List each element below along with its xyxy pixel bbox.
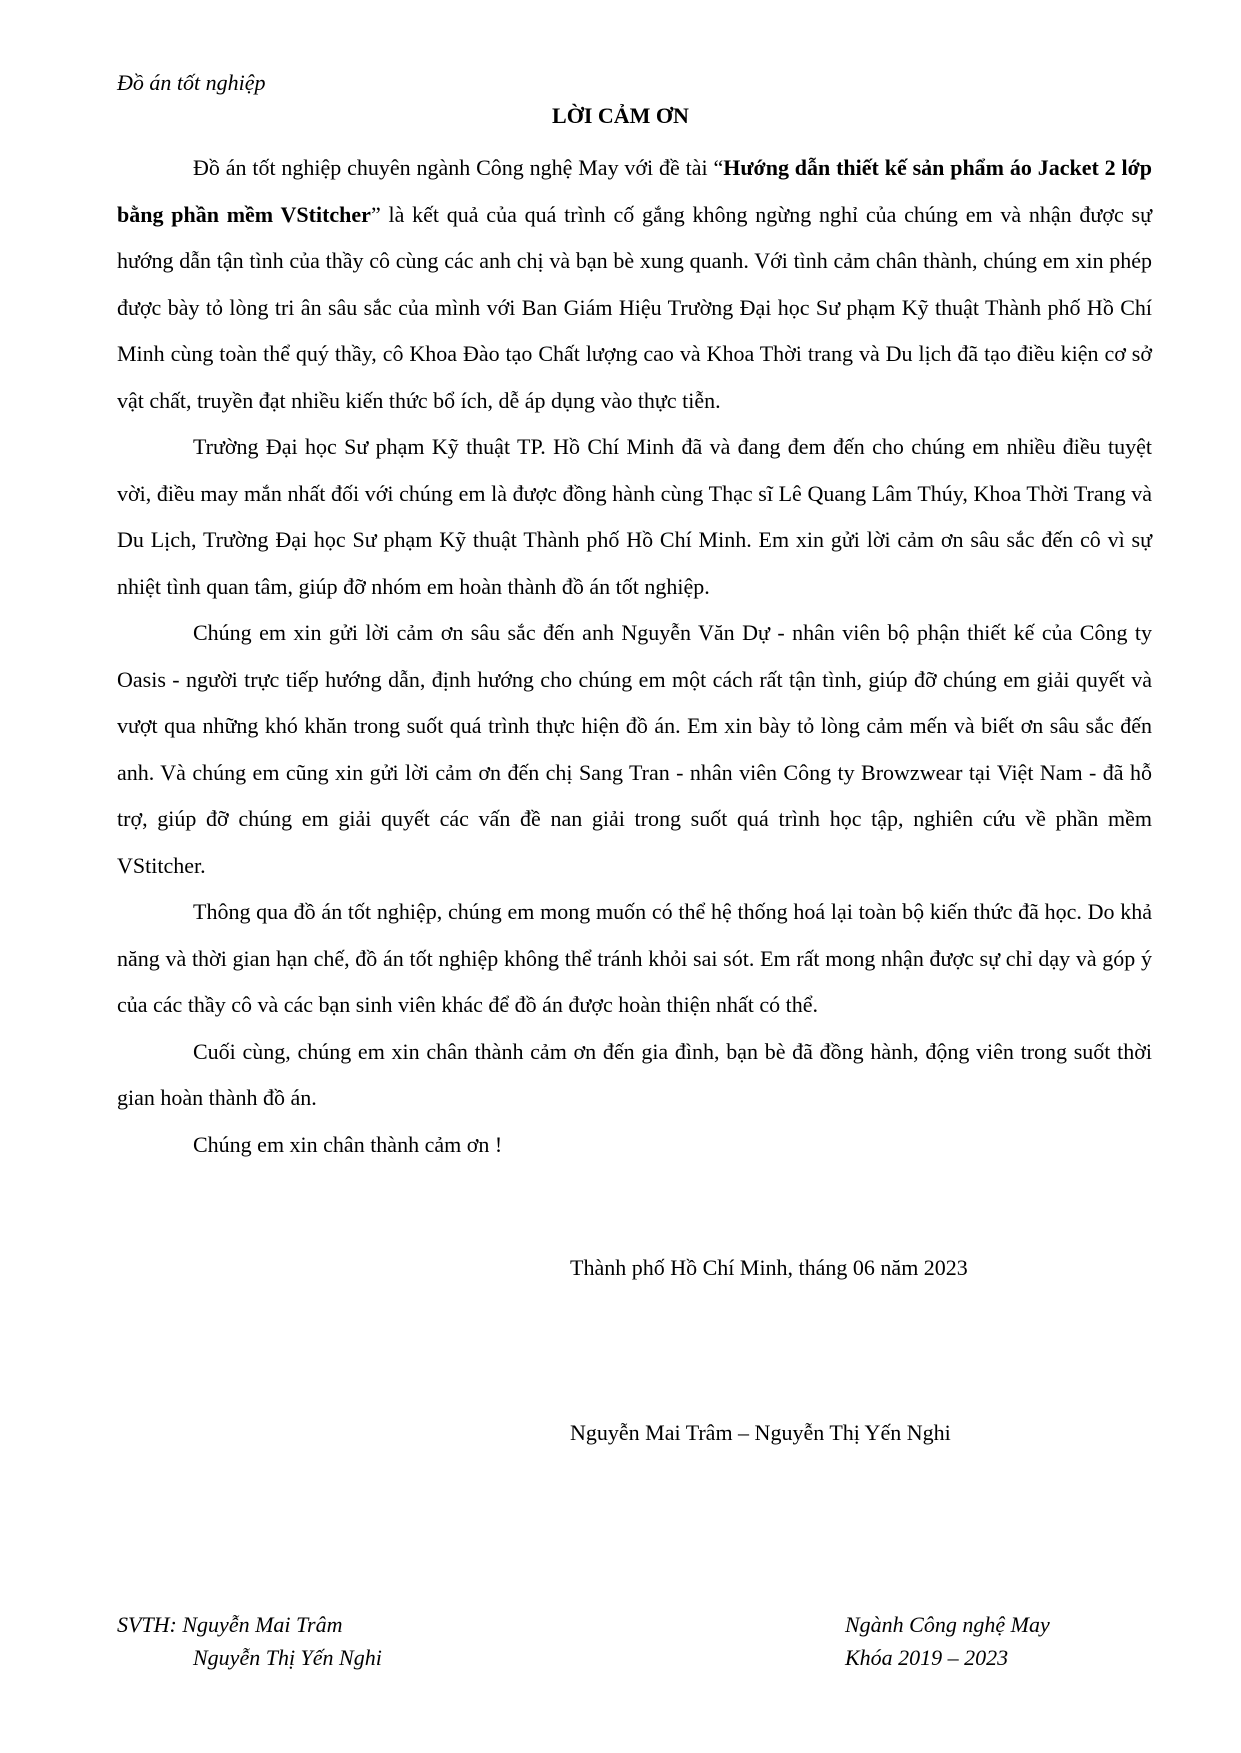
footer-program <box>845 1608 1050 1674</box>
paragraph: Trường Đại học Sư phạm Kỹ thuật TP. Hồ Chí Minh đã và đang đem đến cho chúng em nhiều điều tuyệt vời, điều may mắn nhất đối với chúng em là được đồng hành cùng Thạc sĩ Lê Quang Lâm Thúy, Khoa Thời Trang và Du Lịch, Trường Đại học Sư phạm Kỹ thuật Thành phố Hồ Chí Minh. Em xin gửi lời cảm ơn sâu sắc đến cô vì sự nhiệt tình quan tâm, giúp đỡ nhóm em hoàn thành đồ án tốt nghiệp. <box>117 434 1152 599</box>
page-title: LỜI CẢM ƠN <box>552 103 689 128</box>
footer-students <box>117 1608 382 1674</box>
intro-after: ” là kết quả của quá trình cố gắng không ngừng nghỉ của chúng em và nhận được sự hướng dẫn tận tình của thầy cô cùng các anh chị và bạn bè xung quanh. Với tình cảm chân thành, chúng em xin phép được bày tỏ lòng tri ân sâu sắc của mình với Ban Giám Hiệu Trường Đại học Sư phạm Kỹ thuật Thành phố Hồ Chí Minh cùng toàn thể quý thầy, cô Khoa Đào tạo Chất lượng cao và Khoa Thời trang và Du lịch đã tạo điều kiện cơ sở vật chất, truyền đạt nhiều kiến thức bổ ích, dễ áp dụng vào thực tiễn. <box>117 201 1153 413</box>
paragraph: Chúng em xin gửi lời cảm ơn sâu sắc đến anh Nguyễn Văn Dự - nhân viên bộ phận thiết kế của Công ty Oasis - người trực tiếp hướng dẫn, định hướng cho chúng em một cách rất tận tình, giúp đỡ chúng em giải quyết và vượt qua những khó khăn trong suốt quá trình thực hiện đồ án. Em xin bày tỏ lòng cảm mến và biết ơn sâu sắc đến anh. Và chúng em cũng xin gửi lời cảm ơn đến chị Sang Tran - nhân viên Công ty Browzwear tại Việt Nam - đã hỗ trợ, giúp đỡ chúng em giải quyết các vấn đề nan giải trong suốt quá trình học tập, nghiên cứu về phần mềm VStitcher. <box>117 620 1152 878</box>
project-topic: Hướng dẫn thiết kế sản phẩm áo Jacket 2 lớp bằng phần mềm VStitcher <box>117 155 1152 227</box>
author-signature: Nguyễn Mai Trâm – Nguyễn Thị Yến Nghi <box>570 1420 951 1445</box>
footer-student-2: Nguyễn Thị Yến Nghi <box>193 1645 382 1670</box>
footer-student-1: SVTH: Nguyễn Mai Trâm <box>117 1612 343 1637</box>
running-header: Đồ án tốt nghiệp <box>117 70 266 95</box>
footer-major: Ngành Công nghệ May <box>845 1612 1050 1637</box>
footer-course: Khóa 2019 – 2023 <box>845 1645 1009 1670</box>
paragraph: Thông qua đồ án tốt nghiệp, chúng em mong muốn có thể hệ thống hoá lại toàn bộ kiến thức đã học. Do khả năng và thời gian hạn chế, đồ án tốt nghiệp không thể tránh khỏi sai sót. Em rất mong nhận được sự chỉ dạy và góp ý của các thầy cô và các bạn sinh viên khác để đồ án được hoàn thiện nhất có thể. <box>117 899 1152 1017</box>
paragraph: Cuối cùng, chúng em xin chân thành cảm ơn đến gia đình, bạn bè đã đồng hành, động viên trong suốt thời gian hoàn thành đồ án. <box>117 1038 1152 1110</box>
intro-before: Đồ án tốt nghiệp chuyên ngành Công nghệ May với đề tài “ <box>193 155 724 180</box>
closing-thanks: Chúng em xin chân thành cảm ơn ! <box>193 1131 503 1157</box>
intro-paragraph <box>117 145 1152 424</box>
acknowledgement-body <box>117 145 1152 1168</box>
place-date: Thành phố Hồ Chí Minh, tháng 06 năm 2023 <box>570 1255 968 1280</box>
